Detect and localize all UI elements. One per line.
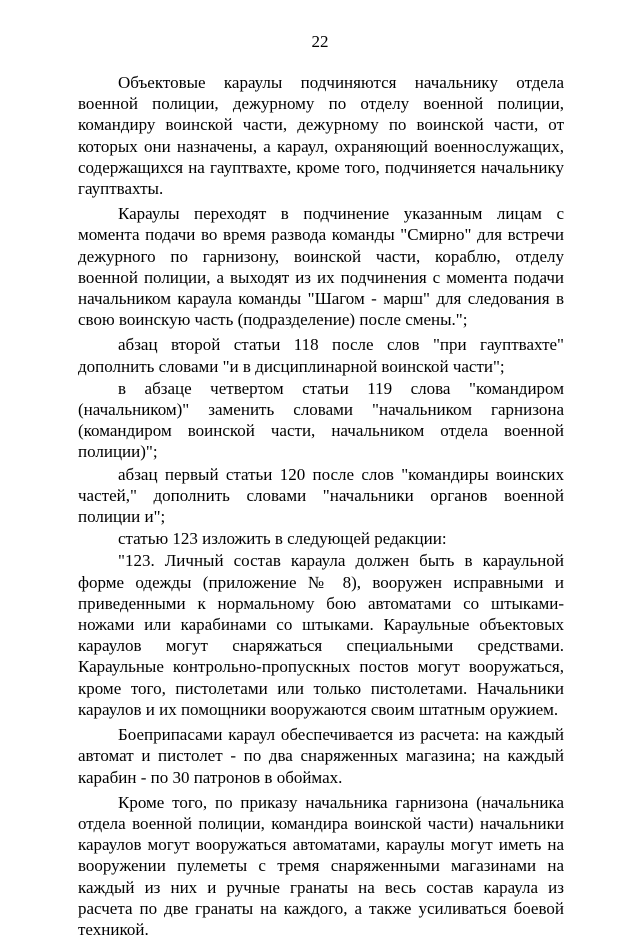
document-body — [78, 72, 564, 944]
paragraph: "123. Личный состав караула должен быть в караульной форме одежды (приложение № 8), вооружен исправными и приведенными к нормальному бою автоматами со штыками-ножами или карабинами со штыками. Караульные объектовых караулов могут снаряжаться специальными средствами. Караульные контрольно-пропускных постов могут вооружаться, кроме того, пистолетами или только пистолетами. Начальники караулов и их помощники вооружаются своим штатным оружием. — [78, 551, 564, 719]
paragraph: в абзаце четвертом статьи 119 слова "командиром (начальником)" заменить словами "начальником гарнизона (командиром воинской части, начальником отдела военной полиции)"; — [78, 378, 564, 462]
paragraph: Боеприпасами караул обеспечивается из расчета: на каждый автомат и пистолет - по два снаряженных магазина; на каждый карабин - по 30 патронов в обоймах. — [78, 725, 564, 787]
paragraph: Караулы переходят в подчинение указанным лицам с момента подачи во время развода команды "Смирно" для встречи дежурного по гарнизону, воинской части, кораблю, отделу военной полиции, а выходят из их подчинения с момента подачи начальником караула команды "Шагом - марш" для следования в свою воинскую часть (подразделение) после смены."; — [78, 204, 564, 330]
paragraph: Кроме того, по приказу начальника гарнизона (начальника отдела военной полиции, командира воинской части) начальники караулов могут вооружаться автоматами, караулы могут иметь на вооружении пулеметы с тремя снаряженными магазинами на каждый из них и ручные гранаты на весь состав караула из расчета по две гранаты на каждого, а также усиливаться боевой техникой. — [78, 792, 564, 939]
paragraph: абзац второй статьи 118 после слов "при гауптвахте" дополнить словами "и в дисциплинарной воинской части"; — [78, 335, 564, 376]
paragraph: Объектовые караулы подчиняются начальнику отдела военной полиции, дежурному по отделу военной полиции, командиру воинской части, дежурному по воинской части, от которых они назначены, а караул, охраняющий военнослужащих, содержащихся на гауптвахте, кроме того, подчиняется начальнику гауптвахты. — [78, 73, 564, 199]
paragraph: статью 123 изложить в следующей редакции: — [118, 529, 447, 549]
page-number: 22 — [311, 32, 329, 51]
paragraph: абзац первый статьи 120 после слов "командиры воинских частей," дополнить словами "начальники органов военной полиции и"; — [78, 464, 564, 527]
